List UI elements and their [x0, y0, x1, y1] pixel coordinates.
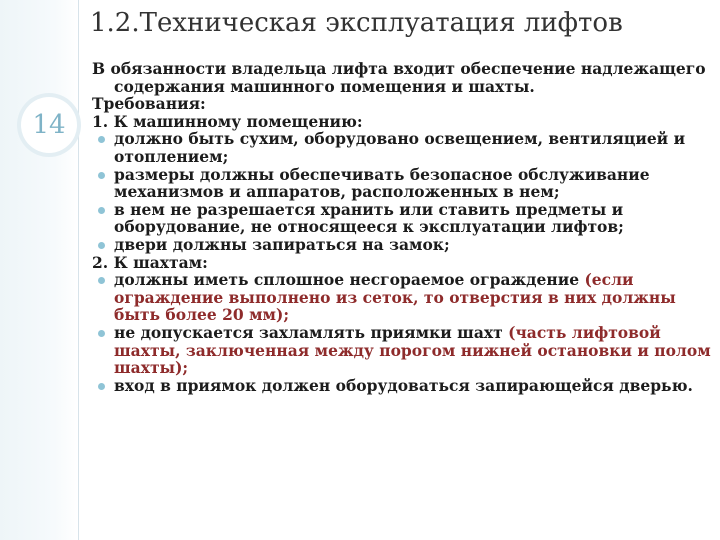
sidebar-divider	[78, 0, 79, 540]
section-shaft-heading: 2. К шахтам:	[92, 252, 208, 272]
list-item-text: должно быть сухим, оборудовано освещением, вентиляцией и отоплением;	[114, 129, 686, 166]
list-item-note: (часть лифтовой шахты, заключенная между порогом нижней остановки и полом шахты);	[114, 322, 711, 378]
requirements-heading: Требования:	[92, 94, 206, 114]
slide-sidebar	[0, 0, 78, 540]
section-machine-room-heading: 1. К машинному помещению:	[92, 111, 363, 131]
circle-bullet-icon	[98, 207, 105, 214]
list-item-text: должны иметь сплошное несгораемое ограждение	[114, 270, 585, 290]
slide-content	[92, 60, 714, 394]
circle-bullet-icon	[98, 136, 105, 143]
circle-bullet-icon	[98, 277, 105, 284]
list-item-text: в нем не разрешается хранить или ставить предметы и оборудование, не относящееся к эксплуатации лифтов;	[114, 199, 624, 237]
list-item-text: двери должны запираться на замок;	[114, 234, 450, 254]
list-item-text: не допускается захламлять приямки шахт	[114, 322, 509, 342]
list-item	[92, 271, 714, 324]
list-item-text: размеры должны обеспечивать безопасное обслуживание механизмов и аппаратов, расположенных в нем;	[114, 164, 650, 202]
circle-bullet-icon	[98, 172, 105, 179]
intro-text: В обязанности владельца лифта входит обеспечение надлежащего содержания машинного помещения и шахты.	[92, 59, 706, 96]
list-item	[92, 201, 714, 236]
circle-bullet-icon	[98, 330, 105, 337]
list-item	[92, 130, 714, 165]
list-item-note: (если ограждение выполнено из сеток, то отверстия в них должны быть более 20 мм);	[114, 270, 676, 325]
list-item	[92, 166, 714, 201]
slide-title: 1.2.Техническая эксплуатация лифтов	[90, 8, 623, 38]
list-item	[92, 377, 714, 395]
slide-number-badge: 14	[21, 97, 77, 153]
circle-bullet-icon	[98, 242, 105, 249]
list-item	[92, 236, 714, 254]
circle-bullet-icon	[98, 383, 105, 390]
list-item-text: вход в приямок должен оборудоваться запирающейся дверью.	[114, 375, 693, 395]
list-item	[92, 324, 714, 377]
